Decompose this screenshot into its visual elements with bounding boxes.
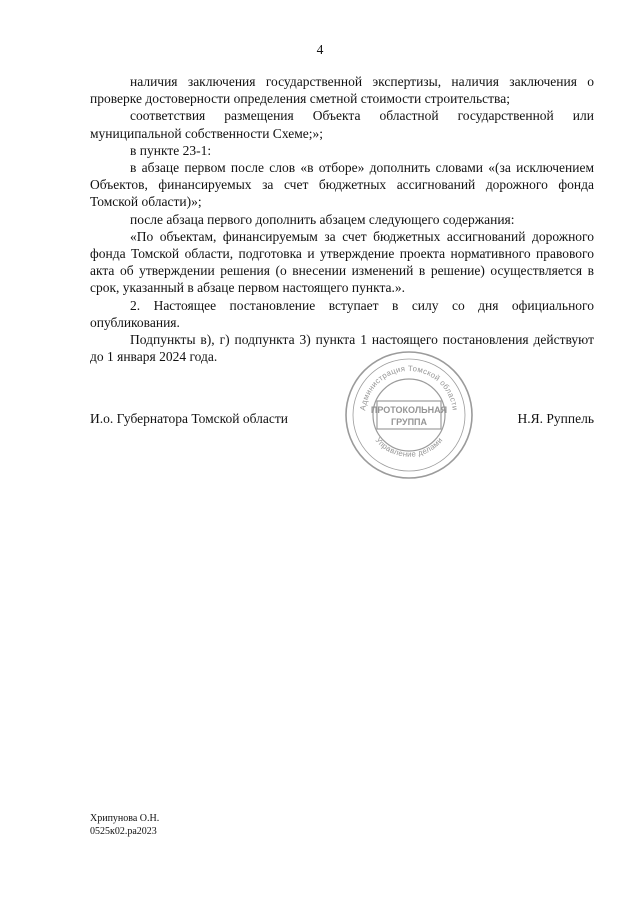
document-body — [90, 73, 594, 365]
signature-block — [90, 411, 594, 431]
paragraph: Подпункты в), г) подпункта 3) пункта 1 настоящего постановления действуют до 1 января 2024 года. — [90, 332, 594, 365]
paragraph: соответствия размещения Объекта областной государственной или муниципальной собственности Схеме;»; — [90, 108, 594, 141]
official-stamp — [343, 349, 475, 481]
stamp-seal-icon — [343, 349, 475, 481]
signatory-position: И.о. Губернатора Томской области — [90, 411, 288, 426]
paragraph: после абзаца первого дополнить абзацем следующего содержания: — [130, 211, 515, 227]
footer-doc-code: 0525к02.ра2023 — [90, 826, 157, 837]
svg-text:ГРУППА: ГРУППА — [390, 417, 428, 427]
svg-text:ПРОТОКОЛЬНАЯ: ПРОТОКОЛЬНАЯ — [370, 405, 448, 415]
signatory-name: Н.Я. Руппель — [517, 411, 594, 426]
paragraph: 2. Настоящее постановление вступает в силу со дня официального опубликования. — [90, 297, 594, 330]
page-number: 4 — [316, 42, 324, 57]
paragraph: в пункте 23-1: — [130, 142, 212, 158]
paragraph: «По объектам, финансируемым за счет бюджетных ассигнований дорожного фонда Томской области, подготовка и утверждение проекта нормативного правового акта об утверждении решения (о внесении изменений в решение) осуществляется в срок, указанный в абзаце первом настоящего пункта.». — [90, 228, 594, 296]
svg-text:Управление делами: Управление делами — [373, 435, 445, 459]
document-footer — [90, 812, 159, 838]
paragraph: наличия заключения государственной экспертизы, наличия заключения о проверке достоверности определения сметной стоимости строительства; — [90, 74, 594, 107]
paragraph: в абзаце первом после слов «в отборе» дополнить словами «(за исключением Объектов, финансируемых за счет бюджетных ассигнований дорожного фонда Томской области)»; — [90, 160, 594, 210]
footer-author: Хрипунова О.Н. — [90, 813, 160, 824]
svg-text:Администрация Томской области: Администрация Томской области — [358, 363, 460, 412]
